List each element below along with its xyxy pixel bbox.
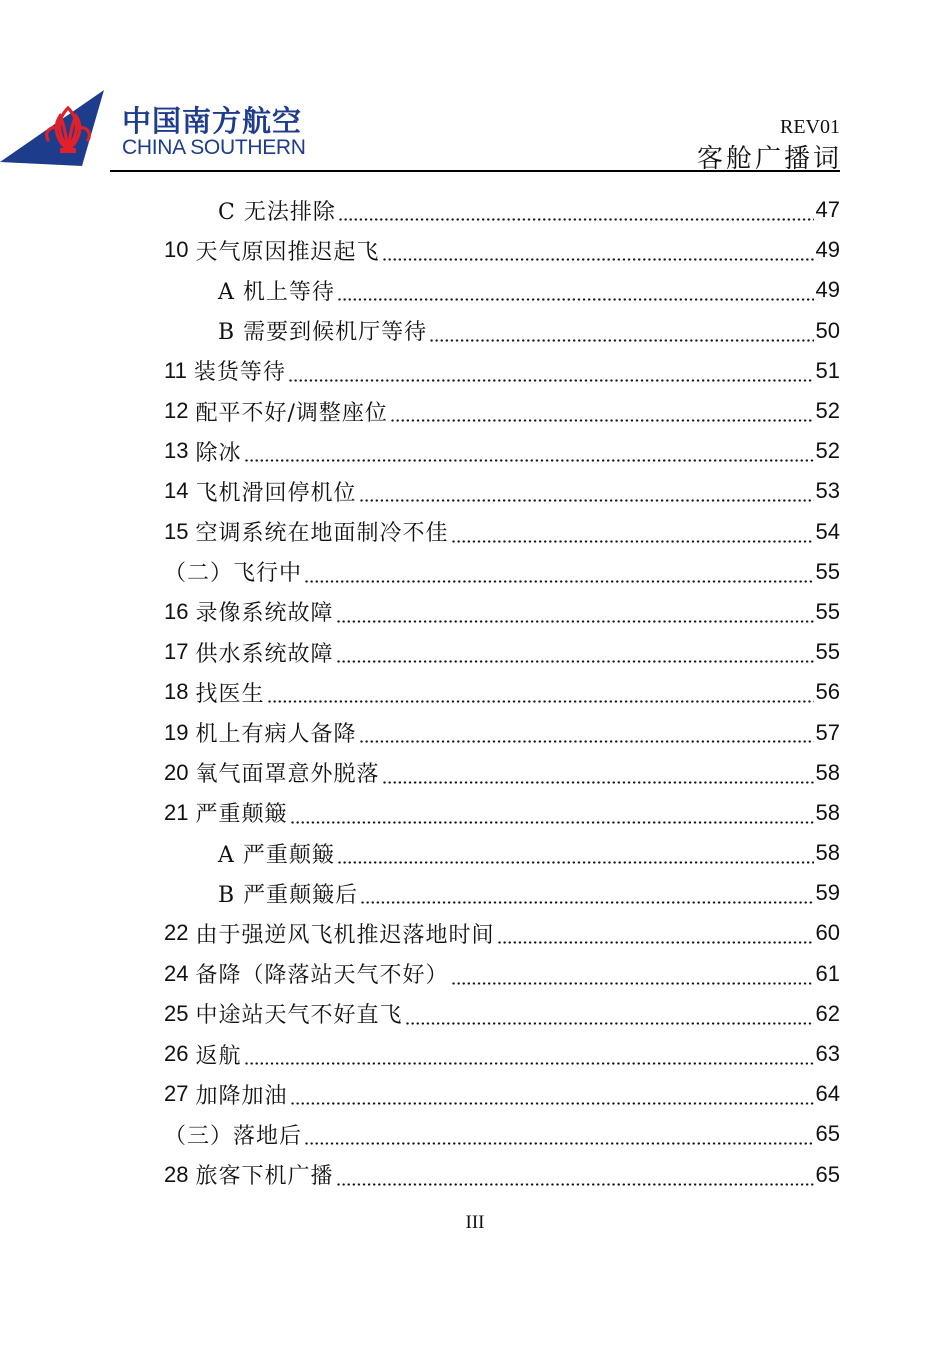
toc-entry-number: 10 (164, 237, 189, 263)
toc-dot-leader (267, 672, 814, 712)
toc-dot-leader (497, 913, 814, 953)
toc-entry[interactable] (164, 552, 840, 592)
toc-entry-number: 13 (164, 438, 189, 464)
header-divider (110, 170, 840, 172)
toc-dot-leader (359, 471, 814, 511)
toc-entry-title: 供水系统故障 (195, 641, 334, 667)
toc-entry-number: 22 (164, 920, 189, 946)
toc-entry-page: 64 (815, 1081, 840, 1107)
toc-entry-number: 18 (164, 679, 189, 705)
toc-dot-leader (359, 712, 814, 752)
toc-dot-leader (390, 391, 814, 431)
toc-entry[interactable] (164, 913, 840, 953)
toc-dot-leader (336, 632, 814, 672)
toc-entry-title: 氧气面罩意外脱落 (195, 762, 380, 788)
toc-dot-leader (360, 873, 813, 913)
toc-entry-title: A 严重颠簸 (218, 842, 335, 868)
revision-label: REV01 (780, 116, 840, 138)
toc-entry-number: 15 (164, 518, 189, 544)
toc-entry-page: 49 (815, 277, 840, 303)
toc-entry-title: 备降（降落站天气不好） (195, 963, 449, 989)
toc-entry-page: 58 (815, 799, 840, 825)
toc-entry-title: 空调系统在地面制冷不佳 (195, 521, 449, 547)
toc-entry-title: 加降加油 (195, 1083, 288, 1109)
toc-dot-leader (244, 1034, 814, 1074)
toc-entry-page: 65 (815, 1161, 840, 1187)
toc-entry-page: 50 (815, 317, 840, 343)
toc-entry[interactable] (164, 1074, 840, 1114)
toc-entry-page: 49 (815, 237, 840, 263)
toc-dot-leader (336, 1155, 814, 1195)
toc-dot-leader (336, 592, 814, 632)
toc-entry-page: 62 (815, 1000, 840, 1026)
toc-entry-page: 54 (815, 518, 840, 544)
toc-entry-number: 17 (164, 639, 189, 665)
toc-entry[interactable] (164, 672, 840, 712)
toc-entry[interactable] (164, 1155, 840, 1195)
toc-dot-leader (451, 512, 814, 552)
toc-entry-page: 59 (815, 880, 840, 906)
toc-entry[interactable] (164, 190, 840, 230)
toc-entry[interactable] (164, 833, 840, 873)
toc-entry-number: 26 (164, 1041, 189, 1067)
toc-entry[interactable] (164, 471, 840, 511)
toc-entry-title: C 无法排除 (218, 199, 336, 225)
toc-entry-page: 65 (815, 1121, 840, 1147)
toc-entry-page: 52 (815, 438, 840, 464)
toc-entry[interactable] (164, 712, 840, 752)
toc-entry-title: B 严重颠簸后 (218, 882, 359, 908)
toc-entry-title: （二）飞行中 (164, 561, 303, 587)
toc-entry[interactable] (164, 994, 840, 1034)
toc-entry[interactable] (164, 793, 840, 833)
toc-entry-title: 飞机滑回停机位 (195, 480, 357, 506)
toc-entry-title: 装货等待 (193, 360, 286, 386)
toc-entry[interactable] (164, 632, 840, 672)
toc-entry-title: 严重颠簸 (195, 802, 288, 828)
toc-entry-number: 28 (164, 1161, 189, 1187)
toc-entry-page: 47 (815, 197, 840, 223)
toc-dot-leader (337, 270, 814, 310)
toc-entry-number: 27 (164, 1081, 189, 1107)
toc-dot-leader (338, 190, 814, 230)
toc-entry-number: 14 (164, 478, 189, 504)
toc-entry[interactable] (164, 592, 840, 632)
toc-entry-page: 56 (815, 679, 840, 705)
table-of-contents (164, 190, 840, 1195)
toc-entry[interactable] (164, 311, 840, 351)
toc-dot-leader (405, 994, 814, 1034)
toc-entry-page: 55 (815, 598, 840, 624)
toc-entry-number: 24 (164, 960, 189, 986)
toc-entry-number: 12 (164, 398, 189, 424)
toc-entry-title: A 机上等待 (218, 279, 335, 305)
toc-dot-leader (288, 351, 814, 391)
toc-entry-number: 25 (164, 1000, 189, 1026)
toc-dot-leader (451, 954, 814, 994)
toc-entry-title: 机上有病人备降 (195, 722, 357, 748)
page-number: III (465, 1212, 485, 1233)
toc-entry-page: 60 (815, 920, 840, 946)
toc-entry-page: 63 (815, 1041, 840, 1067)
toc-entry-title: 找医生 (195, 681, 265, 707)
toc-entry[interactable] (164, 351, 840, 391)
toc-entry-page: 61 (815, 960, 840, 986)
toc-entry[interactable] (164, 1034, 840, 1074)
logo-chinese-text: 中国南方航空 (122, 104, 303, 138)
toc-dot-leader (382, 753, 814, 793)
toc-entry-title: 由于强逆风飞机推迟落地时间 (195, 922, 495, 948)
toc-entry[interactable] (164, 753, 840, 793)
toc-entry[interactable] (164, 431, 840, 471)
toc-dot-leader (290, 1074, 814, 1114)
toc-entry-title: 配平不好/调整座位 (195, 400, 388, 426)
toc-entry-title: 录像系统故障 (195, 601, 334, 627)
toc-entry[interactable] (164, 873, 840, 913)
toc-entry[interactable] (164, 954, 840, 994)
toc-dot-leader (337, 833, 814, 873)
toc-entry-page: 58 (815, 840, 840, 866)
toc-entry-title: B 需要到候机厅等待 (218, 320, 428, 346)
toc-entry-title: 旅客下机广播 (195, 1164, 334, 1190)
toc-entry-page: 51 (815, 357, 840, 383)
toc-entry-page: 55 (815, 639, 840, 665)
toc-entry-page: 58 (815, 759, 840, 785)
toc-entry[interactable] (164, 512, 840, 552)
toc-entry-page: 57 (815, 719, 840, 745)
toc-entry[interactable] (164, 1114, 840, 1154)
toc-entry-number: 19 (164, 719, 189, 745)
toc-entry[interactable] (164, 230, 840, 270)
document-title: 客舱广播词 (696, 144, 842, 174)
toc-entry-title: 天气原因推迟起飞 (195, 239, 380, 265)
toc-entry-number: 21 (164, 799, 189, 825)
toc-entry-number: 20 (164, 759, 189, 785)
toc-entry-title: 中途站天气不好直飞 (195, 1003, 403, 1029)
toc-entry-page: 53 (815, 478, 840, 504)
toc-entry[interactable] (164, 391, 840, 431)
toc-entry-title: 除冰 (195, 440, 242, 466)
toc-dot-leader (429, 311, 813, 351)
logo-english-text: CHINA SOUTHERN (122, 136, 306, 159)
toc-entry-number: 11 (164, 357, 187, 383)
toc-dot-leader (304, 552, 814, 592)
toc-entry-title: 返航 (195, 1043, 242, 1069)
toc-dot-leader (304, 1114, 814, 1154)
toc-dot-leader (382, 230, 814, 270)
toc-entry-page: 52 (815, 398, 840, 424)
china-southern-logo-icon (0, 88, 108, 168)
toc-entry-page: 55 (815, 558, 840, 584)
toc-entry-number: 16 (164, 598, 189, 624)
toc-entry-title: （三）落地后 (164, 1123, 303, 1149)
toc-entry[interactable] (164, 270, 840, 310)
toc-dot-leader (244, 431, 814, 471)
toc-dot-leader (290, 793, 814, 833)
